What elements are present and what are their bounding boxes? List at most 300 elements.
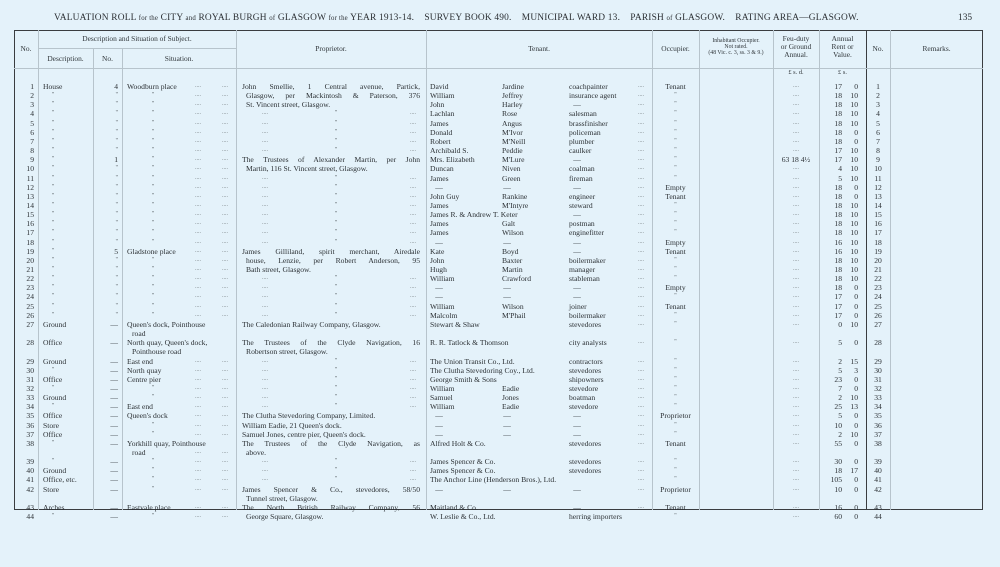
row-number: 38 (26, 438, 34, 448)
tenant-occupation: — (573, 292, 581, 302)
tenant-occupation: enginefitter (569, 228, 604, 238)
number-cell: " (115, 137, 118, 144)
leader-dots: .... (638, 201, 644, 208)
leader-dots: .... (638, 238, 644, 245)
leader-dots: .... (222, 476, 228, 483)
title-part: of (269, 15, 276, 22)
proprietor-dots: .... (262, 110, 268, 117)
tenant-name: R. R. Tatlock & Thomson (430, 338, 509, 348)
feu-duty-value: .... (793, 211, 799, 218)
col-divider (426, 30, 427, 510)
leader-dots: .... (195, 229, 201, 236)
occupier-status: Tenant (665, 191, 686, 201)
number-cell: " (115, 275, 118, 282)
proprietor-dots: .... (262, 284, 268, 291)
tenant-first-name: Mrs. Elizabeth (430, 155, 475, 165)
leader-dots: .... (195, 128, 201, 135)
tenant-first-name: David (430, 82, 449, 91)
row-number-right: 32 (874, 383, 882, 393)
situation-cell: " (151, 211, 155, 218)
tenant-first-name: — (435, 292, 443, 302)
tenant-occupation: shipowners (569, 374, 604, 384)
description-cell: Ground (43, 393, 67, 403)
feu-duty-value: .... (793, 485, 799, 492)
proprietor-dots: .... (410, 275, 416, 282)
row-number: 39 (26, 457, 34, 467)
tenant-occupation: — (573, 100, 581, 110)
leader-dots: .... (195, 503, 201, 510)
row-number: 37 (26, 429, 34, 439)
leader-dots: .... (195, 403, 201, 410)
proprietor-ditto: " (334, 403, 338, 410)
occupier-status: " (674, 366, 677, 373)
row-number-right: 9 (876, 155, 880, 165)
proprietor-dots: .... (410, 201, 416, 208)
rent-units: £ s. (838, 69, 847, 76)
number-cell: " (115, 220, 118, 227)
leader-dots: .... (638, 83, 644, 89)
feu-duty-value: .... (793, 220, 799, 227)
title-part: YEAR 1913-14. (350, 13, 415, 23)
occupier-status: Proprietor (660, 484, 691, 494)
tenant-occupation: herring importers (569, 512, 622, 522)
feu-duty-value: 63 18 4½ (781, 155, 811, 165)
leader-dots: .... (222, 302, 228, 309)
number-cell: " (115, 201, 118, 208)
tenant-first-name: John (430, 100, 445, 110)
row-number: 25 (26, 301, 34, 311)
description-cell: Arches (43, 502, 65, 512)
rent-line: Rent or (831, 42, 854, 51)
rent-pounds: 5 (838, 365, 842, 375)
leader-dots: .... (638, 284, 644, 291)
rent-shillings: 0 (854, 292, 858, 302)
leader-dots: .... (195, 366, 201, 373)
row-number-right: 15 (874, 210, 882, 220)
tenant-surname: Wilson (502, 301, 524, 311)
tenant-name: James R. & Andrew T. Keter (430, 210, 518, 220)
rating-area: RATING AREA—GLASGOW. (735, 13, 859, 23)
tenant-first-name: — (435, 411, 443, 421)
number-cell: — (110, 338, 118, 348)
number-cell: " (115, 128, 118, 135)
row-number: 21 (26, 265, 34, 274)
tenant-first-name: — (435, 182, 443, 192)
number-cell: — (110, 475, 118, 485)
row-number: 28 (26, 338, 34, 348)
occupier-status: " (674, 476, 677, 483)
proprietor-line: The Trustees of the Clyde Navigation, as (242, 438, 420, 448)
proprietor-dots: .... (262, 229, 268, 236)
proprietor-ditto: " (334, 147, 338, 154)
rent-shillings: 10 (850, 164, 858, 174)
row-number: 18 (26, 237, 34, 247)
row-number: 19 (26, 246, 34, 256)
number-cell: — (110, 420, 118, 430)
occupier-status: " (674, 229, 677, 236)
number-cell: — (110, 319, 118, 329)
leader-dots: .... (195, 485, 201, 492)
row-number: 4 (30, 109, 34, 119)
number-cell: — (110, 356, 118, 366)
row-number-right: 4 (876, 109, 880, 119)
description-cell: " (51, 201, 55, 208)
tenant-surname: — (503, 182, 511, 192)
proprietor-dots: .... (410, 137, 416, 144)
description-cell: Ground (43, 356, 67, 366)
occupier-status: Proprietor (660, 411, 691, 421)
tenant-occupation: city analysts (569, 338, 607, 348)
tenant-occupation: stevedores (569, 365, 602, 375)
row-number: 26 (26, 310, 34, 320)
number-cell: " (115, 293, 118, 300)
rent-pounds: 30 (834, 457, 842, 467)
proprietor-ditto: " (334, 366, 338, 373)
number-cell: — (110, 393, 118, 403)
leader-dots: .... (195, 101, 201, 108)
leader-dots: .... (638, 174, 644, 181)
rent-pounds: 25 (834, 402, 842, 412)
tenant-first-name: James (430, 219, 449, 229)
situation-cell-continued: road (132, 329, 146, 339)
proprietor-dots: .... (410, 467, 416, 474)
description-cell: " (51, 92, 55, 99)
feu-duty-value: .... (793, 147, 799, 154)
leader-dots: .... (638, 192, 644, 199)
occupier-status: " (674, 165, 677, 172)
leader-dots: .... (222, 503, 228, 510)
proprietor-dots: .... (262, 357, 268, 364)
rent-pounds: 16 (834, 502, 842, 512)
occupier-status: " (674, 101, 677, 108)
leader-dots: .... (195, 311, 201, 318)
tenant-occupation: manager (569, 265, 596, 274)
tenant-first-name: William (430, 402, 455, 412)
description-cell: " (51, 403, 55, 410)
proprietor-dots: .... (410, 403, 416, 410)
proprietor-dots: .... (262, 467, 268, 474)
number-cell: " (115, 92, 118, 99)
leader-dots: .... (638, 339, 644, 346)
title-part: for the (328, 15, 348, 22)
description-cell: " (51, 165, 55, 172)
rent-shillings: 0 (854, 191, 858, 201)
row-number: 20 (26, 255, 34, 265)
tenant-occupation: — (573, 246, 581, 256)
leader-dots: .... (222, 430, 228, 437)
feu-duty-value: .... (793, 101, 799, 108)
tenant-first-name: Lachlan (430, 109, 455, 119)
leader-dots: .... (222, 165, 228, 172)
tenant-surname: — (503, 429, 511, 439)
rent-shillings: 0 (854, 136, 858, 146)
feu-duty-value: .... (793, 458, 799, 465)
rent-pounds: 17 (834, 146, 842, 156)
number-cell: " (115, 284, 118, 291)
tenant-occupation: — (573, 155, 581, 165)
proprietor-line: above. (246, 448, 267, 457)
leader-dots: .... (195, 513, 201, 520)
occupier-status: " (674, 92, 677, 99)
proprietor-dots: .... (262, 238, 268, 245)
tenant-surname: Jeffrey (502, 91, 523, 101)
row-number: 10 (26, 164, 34, 174)
survey-book: SURVEY BOOK 490. (424, 13, 512, 23)
row-number: 3 (30, 100, 34, 110)
tenant-first-name: Duncan (430, 164, 454, 174)
proprietor-dots: .... (410, 238, 416, 245)
row-number-right: 20 (874, 255, 882, 265)
leader-dots: .... (195, 394, 201, 401)
proprietor-dots: .... (262, 174, 268, 181)
tenant-first-name: — (435, 484, 443, 494)
leader-dots: .... (222, 449, 228, 455)
proprietor-dots: .... (410, 284, 416, 291)
rent-pounds: 18 (834, 91, 842, 101)
col-divider (122, 48, 123, 510)
tenant-occupation: fireman (569, 173, 593, 183)
rent-pounds: 18 (834, 109, 842, 119)
proprietor-ditto: " (334, 394, 338, 401)
situation-cell: " (151, 284, 155, 291)
proprietor-dots: .... (410, 119, 416, 126)
tenant-occupation: stevedores (569, 466, 602, 476)
feu-duty-value: .... (793, 339, 799, 346)
col-header-no: No. (20, 44, 32, 53)
rent-pounds: 0 (838, 319, 842, 329)
tenant-occupation: coalman (569, 164, 595, 174)
row-number-right: 29 (874, 356, 882, 366)
rent-shillings: 0 (854, 127, 858, 137)
situation-cell: " (151, 156, 155, 163)
leader-dots: .... (195, 92, 201, 99)
inhab-line: Not rated. (724, 44, 748, 51)
proprietor-dots: .... (410, 229, 416, 236)
feu-duty-value: .... (793, 137, 799, 144)
feu-line: Annual. (784, 50, 808, 59)
tenant-surname: Angus (502, 118, 522, 128)
title-part: CITY (160, 13, 183, 23)
description-cell: " (51, 147, 55, 154)
rent-shillings: 0 (854, 438, 858, 448)
situation-cell: " (151, 174, 155, 181)
leader-dots: .... (638, 302, 644, 309)
rent-pounds: 4 (838, 164, 842, 174)
proprietor-dots: .... (262, 366, 268, 373)
row-number-right: 10 (874, 164, 882, 174)
rent-shillings: 10 (850, 91, 858, 101)
leader-dots: .... (222, 238, 228, 245)
leader-dots: .... (222, 513, 228, 520)
row-number-right: 36 (874, 420, 882, 430)
feu-duty-value: .... (793, 357, 799, 364)
occupier-status: " (674, 137, 677, 144)
occupier-status: " (674, 311, 677, 318)
leader-dots: .... (222, 284, 228, 291)
proprietor-dots: .... (262, 384, 268, 391)
row-number-right: 30 (874, 365, 882, 375)
feu-duty-value: .... (793, 256, 799, 263)
row-number-right: 22 (874, 274, 882, 284)
leader-dots: .... (222, 192, 228, 199)
proprietor-dots: .... (262, 137, 268, 144)
proprietor-dots: .... (262, 458, 268, 465)
title-part: for the (138, 15, 159, 22)
proprietor-dots: .... (262, 293, 268, 300)
leader-dots: .... (638, 266, 644, 272)
description-cell: " (51, 229, 55, 236)
description-cell: " (51, 128, 55, 135)
tenant-surname: Niven (502, 164, 521, 174)
tenant-first-name: John Guy (430, 191, 460, 201)
rent-shillings: 0 (854, 338, 858, 348)
leader-dots: .... (638, 485, 644, 492)
tenant-surname: M'Phail (502, 310, 526, 320)
feu-duty-value: .... (793, 275, 799, 282)
leader-dots: .... (222, 83, 228, 89)
leader-dots: .... (195, 458, 201, 465)
proprietor-dots: .... (410, 384, 416, 391)
description-cell: " (51, 156, 55, 163)
col-header-number: No. (102, 54, 113, 63)
number-cell: " (115, 110, 118, 117)
row-number: 41 (26, 475, 34, 485)
leader-dots: .... (195, 275, 201, 282)
row-number: 33 (26, 393, 34, 403)
page-title (54, 13, 974, 23)
situation-cell: " (151, 302, 155, 309)
col-header-remarks: Remarks. (922, 44, 951, 53)
leader-dots: .... (638, 110, 644, 117)
leader-dots: .... (638, 458, 644, 465)
tenant-name: James Spencer & Co. (430, 466, 496, 476)
proprietor-dots: .... (262, 403, 268, 410)
occupier-status: " (674, 430, 677, 437)
tenant-surname: M'Intyre (502, 200, 529, 210)
occupier-status: " (674, 375, 677, 382)
leader-dots: .... (222, 201, 228, 208)
leader-dots: .... (195, 183, 201, 190)
tenant-occupation: stevedores (569, 438, 602, 448)
row-number-right: 43 (874, 502, 882, 512)
situation-cell: " (151, 394, 155, 401)
rent-shillings: 15 (850, 356, 858, 366)
leader-dots: .... (222, 119, 228, 126)
proprietor-line: The Trustees of Alexander Martin, per John (242, 155, 420, 165)
rent-shillings: 10 (850, 146, 858, 156)
description-cell: " (51, 311, 55, 318)
occupier-status: " (674, 174, 677, 181)
rent-pounds: 18 (834, 136, 842, 146)
row-number: 29 (26, 356, 34, 366)
leader-dots: .... (222, 467, 228, 474)
description-cell: " (51, 247, 55, 254)
leader-dots: .... (638, 403, 644, 410)
description-cell: Ground (43, 319, 67, 329)
row-number: 42 (26, 484, 34, 494)
rent-shillings: 0 (854, 420, 858, 430)
proprietor-line: Robertson street, Glasgow. (246, 347, 328, 357)
tenant-surname: M'Ivor (502, 127, 523, 137)
situation-cell: East end (127, 356, 153, 366)
proprietor-dots: .... (410, 302, 416, 309)
situation-cell: " (151, 384, 155, 391)
feu-duty-value: .... (793, 110, 799, 117)
row-number: 43 (26, 502, 34, 512)
row-number: 13 (26, 191, 34, 201)
tenant-occupation: boilermaker (569, 310, 606, 320)
feu-duty-value: .... (793, 320, 799, 327)
rent-pounds: 18 (834, 466, 842, 476)
row-number: 6 (30, 127, 34, 137)
tenant-occupation: policeman (569, 127, 601, 137)
description-cell: " (51, 256, 55, 263)
proprietor-dots: .... (262, 201, 268, 208)
rent-pounds: 17 (834, 82, 842, 91)
proprietor-dots: .... (410, 147, 416, 154)
leader-dots: .... (638, 211, 644, 218)
rent-pounds: 16 (834, 246, 842, 256)
rent-shillings: 10 (850, 109, 858, 119)
header-divider (38, 48, 236, 49)
leader-dots: .... (195, 147, 201, 154)
leader-dots: .... (195, 375, 201, 382)
rent-pounds: 17 (834, 310, 842, 320)
occupier-status: " (674, 220, 677, 227)
proprietor-line: Bath street, Glasgow. (246, 265, 311, 274)
proprietor-ditto: " (334, 220, 338, 227)
proprietor-dots: .... (262, 147, 268, 154)
leader-dots: .... (638, 320, 644, 327)
leader-dots: .... (195, 384, 201, 391)
description-cell: Office (43, 374, 63, 384)
leader-dots: .... (638, 119, 644, 126)
number-cell: " (115, 229, 118, 236)
description-cell: " (51, 366, 55, 373)
proprietor-dots: .... (262, 275, 268, 282)
proprietor-dots: .... (410, 357, 416, 364)
proprietor-dots: .... (262, 375, 268, 382)
tenant-name: Stewart & Shaw (430, 319, 480, 329)
proprietor-ditto: " (334, 467, 338, 474)
row-number-right: 12 (874, 182, 882, 192)
situation-cell: " (151, 201, 155, 208)
parish: PARISH (630, 13, 664, 23)
proprietor-dots: .... (410, 394, 416, 401)
rent-shillings: 0 (854, 301, 858, 311)
rent-line: Value. (833, 50, 852, 59)
number-cell: 5 (114, 246, 118, 256)
rent-shillings: 0 (854, 457, 858, 467)
proprietor-line: Tunnel street, Glasgow. (246, 493, 318, 503)
leader-dots: .... (222, 211, 228, 218)
occupier-status: Tenant (665, 438, 686, 448)
feu-duty-value: .... (793, 375, 799, 382)
number-cell: — (110, 365, 118, 375)
proprietor-ditto: " (334, 302, 338, 309)
leader-dots: .... (195, 449, 201, 455)
leader-dots: .... (222, 403, 228, 410)
rent-shillings: 10 (850, 393, 858, 403)
situation-cell: " (151, 238, 155, 245)
occupier-status: " (674, 458, 677, 465)
leader-dots: .... (195, 476, 201, 483)
leader-dots: .... (638, 384, 644, 391)
leader-dots: .... (222, 293, 228, 300)
row-number: 16 (26, 219, 34, 229)
row-number-right: 33 (874, 393, 882, 403)
row-number-right: 25 (874, 301, 882, 311)
